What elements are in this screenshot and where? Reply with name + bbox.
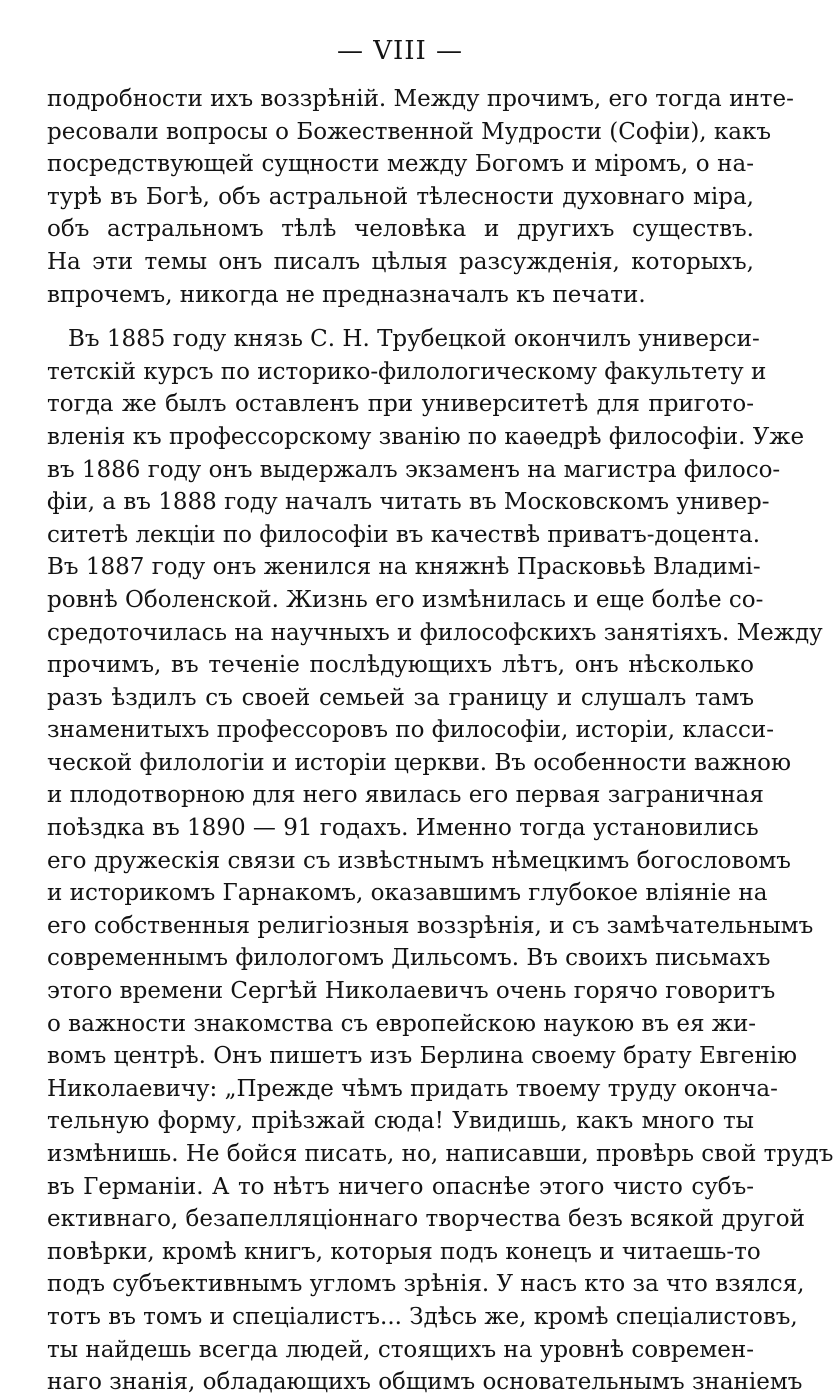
text-line: ты найдешь всегда людей, стоящихъ на уровнѣ современ- [47, 1336, 754, 1363]
text-line: его дружескія связи съ извѣстнымъ нѣмецкимъ богословомъ [47, 847, 791, 874]
text-line: о важности знакомства съ европейскою наукою въ ея жи- [47, 1010, 757, 1037]
text-line: впрочемъ, никогда не предназначалъ къ печати. [47, 281, 646, 308]
text-line: подъ субъективнымъ угломъ зрѣнія. У насъ кто за что взялся, [47, 1271, 805, 1298]
text-line: объ астральномъ тѣлѣ человѣка и другихъ существъ. [47, 216, 754, 243]
text-line: разъ ѣздилъ съ своей семьей за границу и слушалъ тамъ [47, 684, 754, 711]
text-line: измѣнишь. Не бойся писать, но, написавши, провѣрь свой трудъ [47, 1141, 833, 1167]
text-line: тетскій курсъ по историко-филологическому факультету и [47, 358, 767, 385]
text-line: его собственныя религіозныя воззрѣнія, и съ замѣчательнымъ [47, 912, 814, 939]
text-line: повѣрки, кромѣ книгъ, которыя подъ конецъ и читаешь-то [47, 1238, 761, 1265]
text-line: прочимъ, въ теченіе послѣдующихъ лѣтъ, онъ нѣсколько [47, 652, 754, 679]
body-text [47, 83, 833, 1399]
text-line: вомъ центрѣ. Онъ пишетъ изъ Берлина своему брату Евгенію [47, 1043, 798, 1070]
text-line: турѣ въ Богѣ, объ астральной тѣлесности духовнаго міра, [47, 183, 754, 210]
paragraph [47, 83, 794, 311]
text-line: ресовали вопросы о Божественной Мудрости (Софіи), какъ [47, 118, 772, 145]
text-line: ровнѣ Оболенской. Жизнь его измѣнилась и еще болѣе со- [47, 586, 764, 613]
text-line: этого времени Сергѣй Николаевичъ очень горячо говоритъ [47, 978, 776, 1005]
text-line: современнымъ филологомъ Дильсомъ. Въ своихъ письмахъ [47, 945, 771, 972]
text-line: ческой филологіи и исторіи церкви. Въ особенности важною [47, 749, 792, 776]
text-line: тельную форму, пріѣзжай сюда! Увидишь, какъ много ты [47, 1108, 754, 1135]
text-line: наго знанія, обладающихъ общимъ основательнымъ знаніемъ [47, 1369, 803, 1396]
text-line: ективнаго, безапелляціоннаго творчества безъ всякой другой [47, 1206, 805, 1233]
text-line: вленія къ профессорскому званію по каѳедрѣ философіи. Уже [47, 423, 805, 450]
text-line: въ 1886 году онъ выдержалъ экзаменъ на магистра филосо- [47, 456, 781, 483]
text-line: и плодотворною для него явилась его первая заграничная [47, 782, 764, 809]
text-line: тотъ въ томъ и спеціалистъ... Здѣсь же, кромѣ спеціалистовъ, [47, 1303, 798, 1330]
text-line: На эти темы онъ писалъ цѣлыя разсужденія, которыхъ, [47, 248, 754, 275]
text-line: Въ 1885 году князь С. Н. Трубецкой окончилъ универси- [68, 326, 760, 353]
text-line: средоточилась на научныхъ и философскихъ занятіяхъ. Между [47, 619, 823, 646]
text-line: и историкомъ Гарнакомъ, оказавшимъ глубокое вліяніе на [47, 880, 768, 907]
text-line: посредствующей сущности между Богомъ и міромъ, о на- [47, 151, 754, 178]
page-number: — VIII — [336, 36, 464, 66]
text-line: фіи, а въ 1888 году началъ читать въ Московскомъ универ- [47, 489, 770, 516]
text-line: въ Германіи. А то нѣтъ ничего опаснѣе этого чисто субъ- [47, 1173, 754, 1200]
paragraph-gap [47, 311, 754, 323]
text-line: поѣздка въ 1890 — 91 годахъ. Именно тогда установились [47, 815, 759, 842]
paragraph [47, 323, 833, 1399]
text-line: знаменитыхъ профессоровъ по философіи, исторіи, класси- [47, 717, 774, 744]
text-line: ситетѣ лекціи по философіи въ качествѣ приватъ-доцента. [47, 521, 761, 548]
text-line: тогда же былъ оставленъ при университетѣ для пригото- [47, 391, 754, 418]
text-line: Николаевичу: „Прежде чѣмъ придать твоему труду оконча- [47, 1075, 778, 1102]
text-line: Въ 1887 году онъ женился на княжнѣ Прасковьѣ Владимі- [47, 554, 761, 581]
text-line: подробности ихъ воззрѣній. Между прочимъ, его тогда инте- [47, 86, 794, 112]
